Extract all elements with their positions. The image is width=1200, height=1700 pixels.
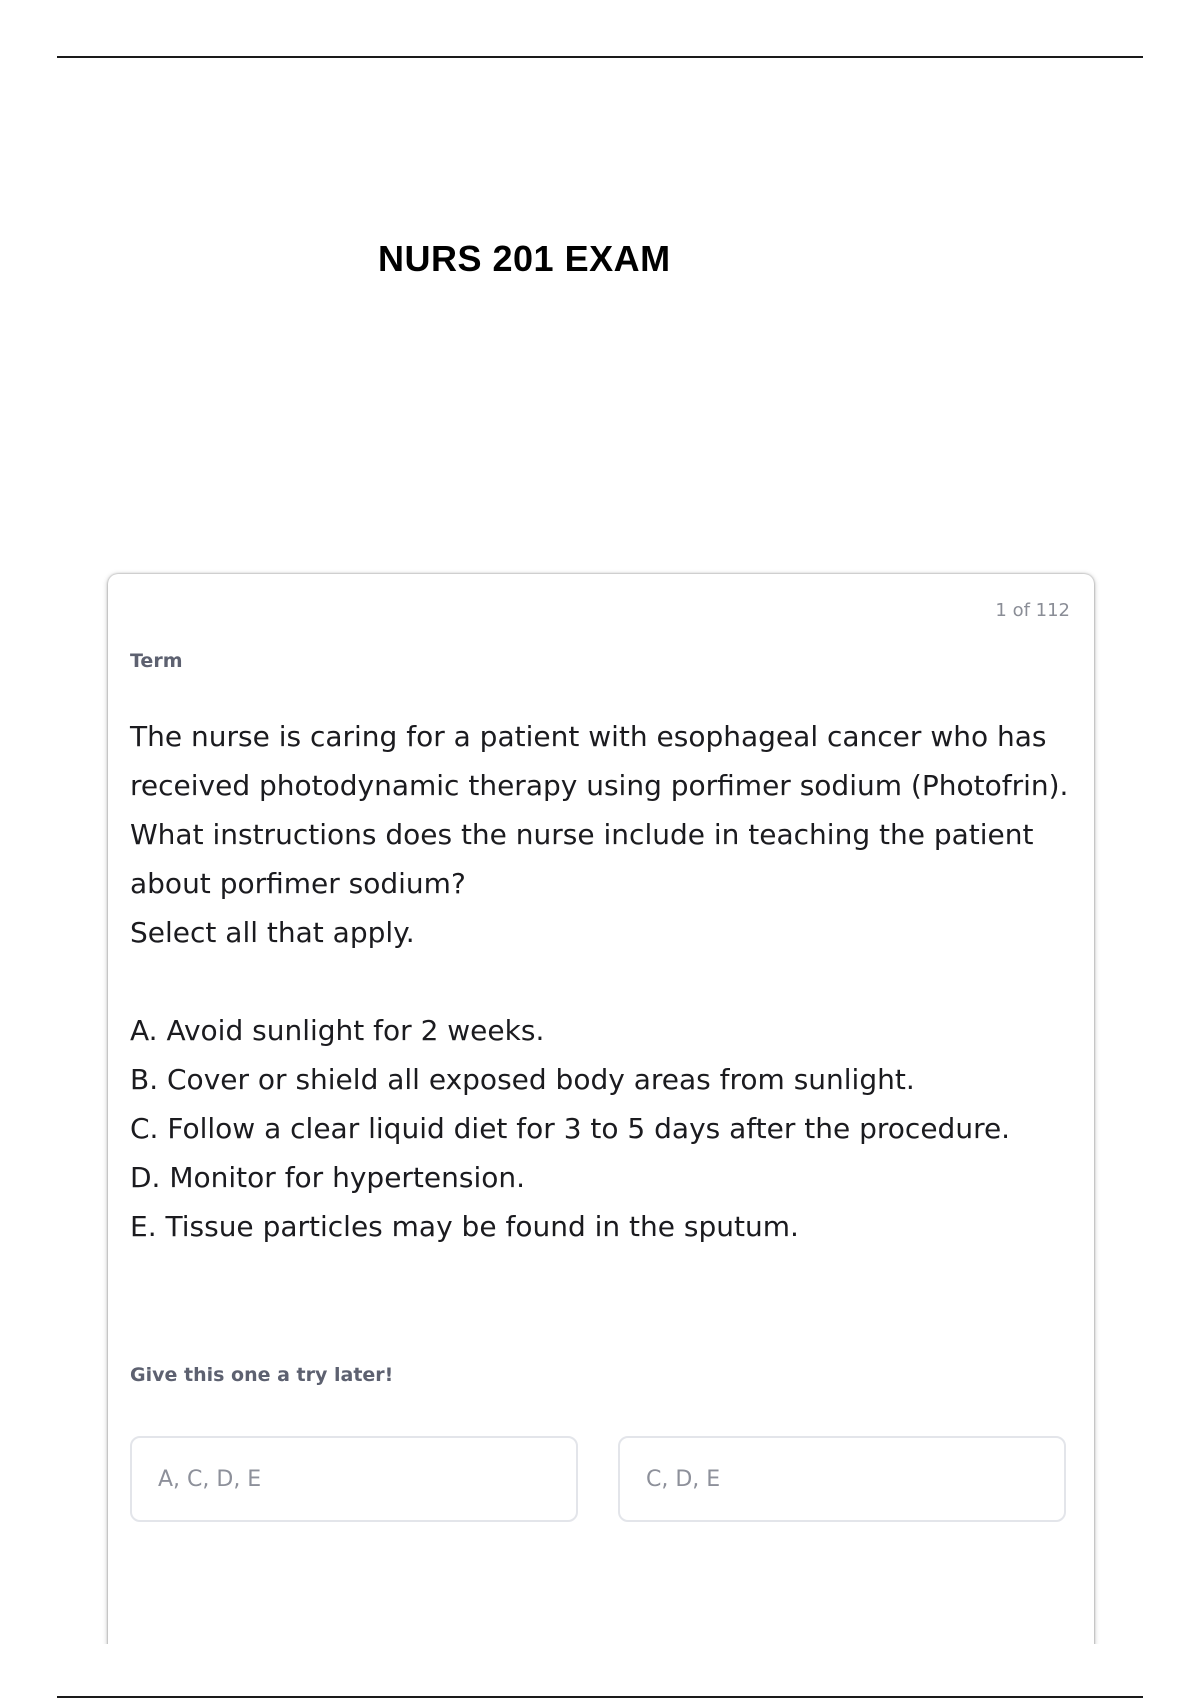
option-list: [130, 1006, 1070, 1251]
bottom-rule: [57, 1696, 1143, 1698]
try-later-hint: Give this one a try later!: [130, 1364, 394, 1386]
flashcard-viewport: [80, 550, 1120, 1644]
question-text: [130, 712, 1070, 957]
option-d: D. Monitor for hypertension.: [130, 1161, 526, 1194]
document-title: NURS 201 EXAM: [378, 238, 671, 279]
option-c: C. Follow a clear liquid diet for 3 to 5 days after the procedure.: [130, 1112, 1011, 1145]
question-instruction: Select all that apply.: [130, 916, 415, 949]
option-e: E. Tissue particles may be found in the sputum.: [130, 1210, 799, 1243]
option-b: B. Cover or shield all exposed body areas from sunlight.: [130, 1063, 915, 1096]
answer-choice-2[interactable]: C, D, E: [618, 1436, 1066, 1522]
term-label: Term: [130, 650, 183, 672]
question-stem: The nurse is caring for a patient with esophageal cancer who has received photodynamic therapy using porfimer sodium (Photofrin). What instructions does the nurse include in teaching the patient about porfimer sodium?: [130, 720, 1069, 900]
option-a: A. Avoid sunlight for 2 weeks.: [130, 1014, 545, 1047]
flashcard: [108, 574, 1094, 1644]
answer-choice-1[interactable]: A, C, D, E: [130, 1436, 578, 1522]
card-counter: 1 of 112: [995, 600, 1070, 621]
top-rule: [57, 56, 1143, 58]
